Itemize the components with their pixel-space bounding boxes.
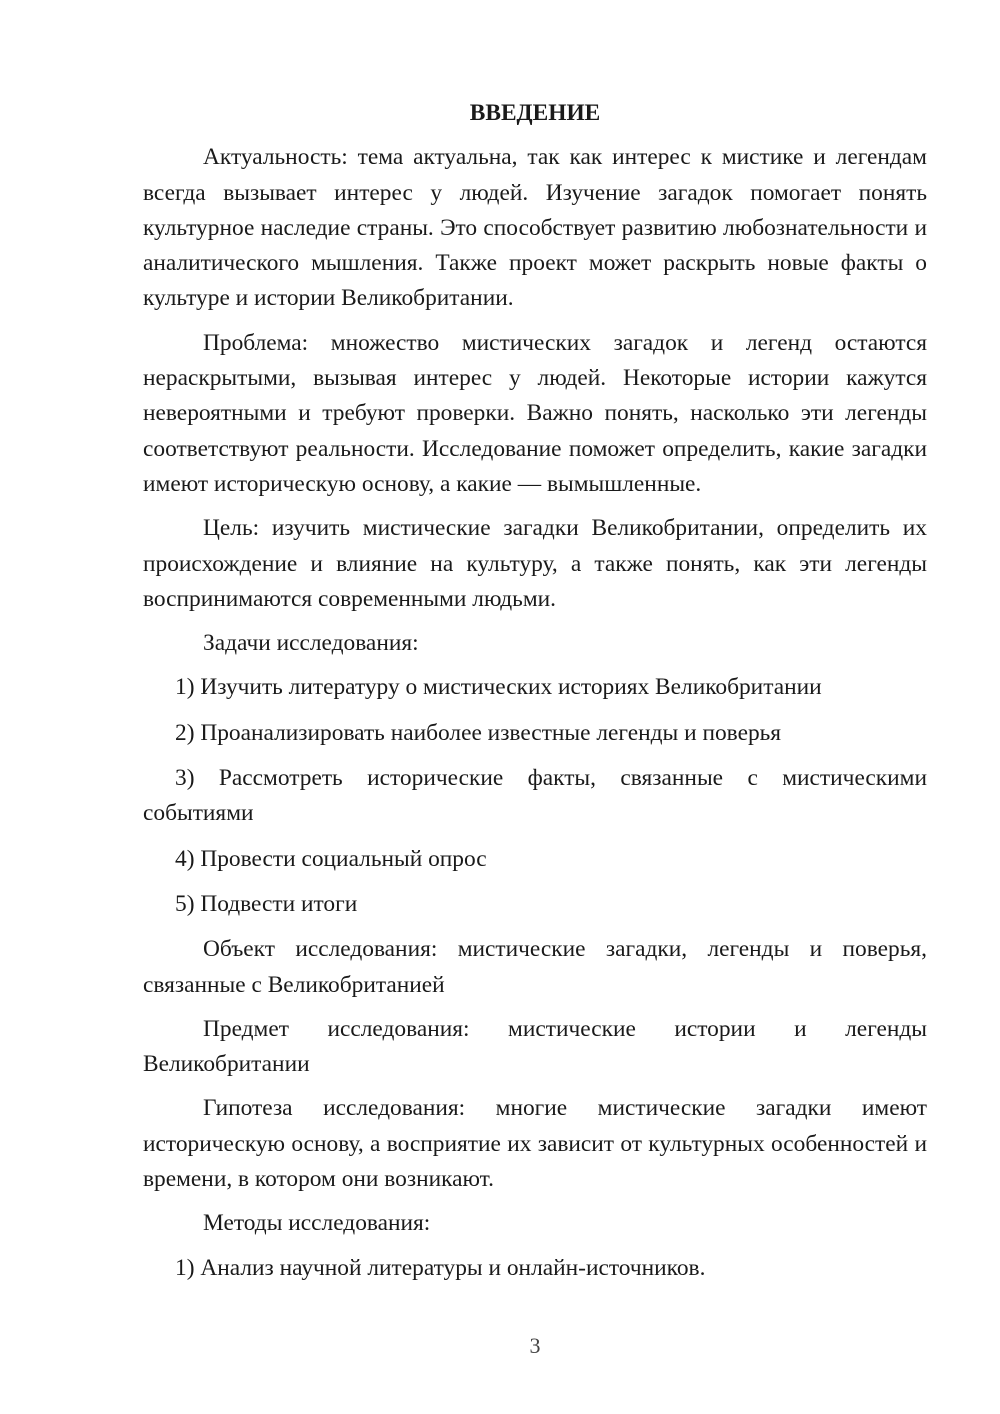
task-item: 3) Рассмотреть исторические факты, связанные с мистическими событиями [143, 765, 927, 827]
task-item: 4) Провести социальный опрос [175, 845, 487, 872]
problem-paragraph: Проблема: множество мистических загадок и легенд остаются нераскрытыми, вызывая интерес у людей. Некоторые истории кажутся невероятными и требуют проверки. Важно понять, насколько эти легенды соответствуют реальности. Исследование поможет определить, какие загадки имеют историческую основу, а какие — вымышленные. [143, 329, 927, 497]
page-number: 3 [529, 1333, 541, 1358]
task-item: 5) Подвести итоги [175, 890, 358, 917]
section-heading: ВВЕДЕНИЕ [469, 100, 601, 126]
hypothesis-paragraph: Гипотеза исследования: многие мистические загадки имеют историческую основу, а восприятие их зависит от культурных особенностей и времени, в котором они возникают. [143, 1095, 927, 1193]
task-item: 1) Изучить литературу о мистических историях Великобритании [175, 674, 822, 701]
subject-paragraph: Предмет исследования: мистические истории и легенды Великобритании [143, 1015, 927, 1078]
task-item: 2) Проанализировать наиболее известные легенды и поверья [175, 719, 782, 746]
method-item: 1) Анализ научной литературы и онлайн-источников. [175, 1254, 706, 1281]
relevance-paragraph: Актуальность: тема актуальна, так как интерес к мистике и легендам всегда вызывает интерес у людей. Изучение загадок помогает понять культурное наследие страны. Это способствует развитию любознательности и аналитического мышления. Также проект может раскрыть новые факты о культуре и истории Великобритании. [143, 144, 927, 312]
methods-title: Методы исследования: [203, 1210, 431, 1237]
goal-paragraph: Цель: изучить мистические загадки Великобритании, определить их происхождение и влияние на культуру, а также понять, как эти легенды воспринимаются современными людьми. [143, 515, 927, 612]
object-paragraph: Объект исследования: мистические загадки, легенды и поверья, связанные с Великобританией [143, 936, 927, 998]
tasks-title: Задачи исследования: [203, 630, 419, 657]
